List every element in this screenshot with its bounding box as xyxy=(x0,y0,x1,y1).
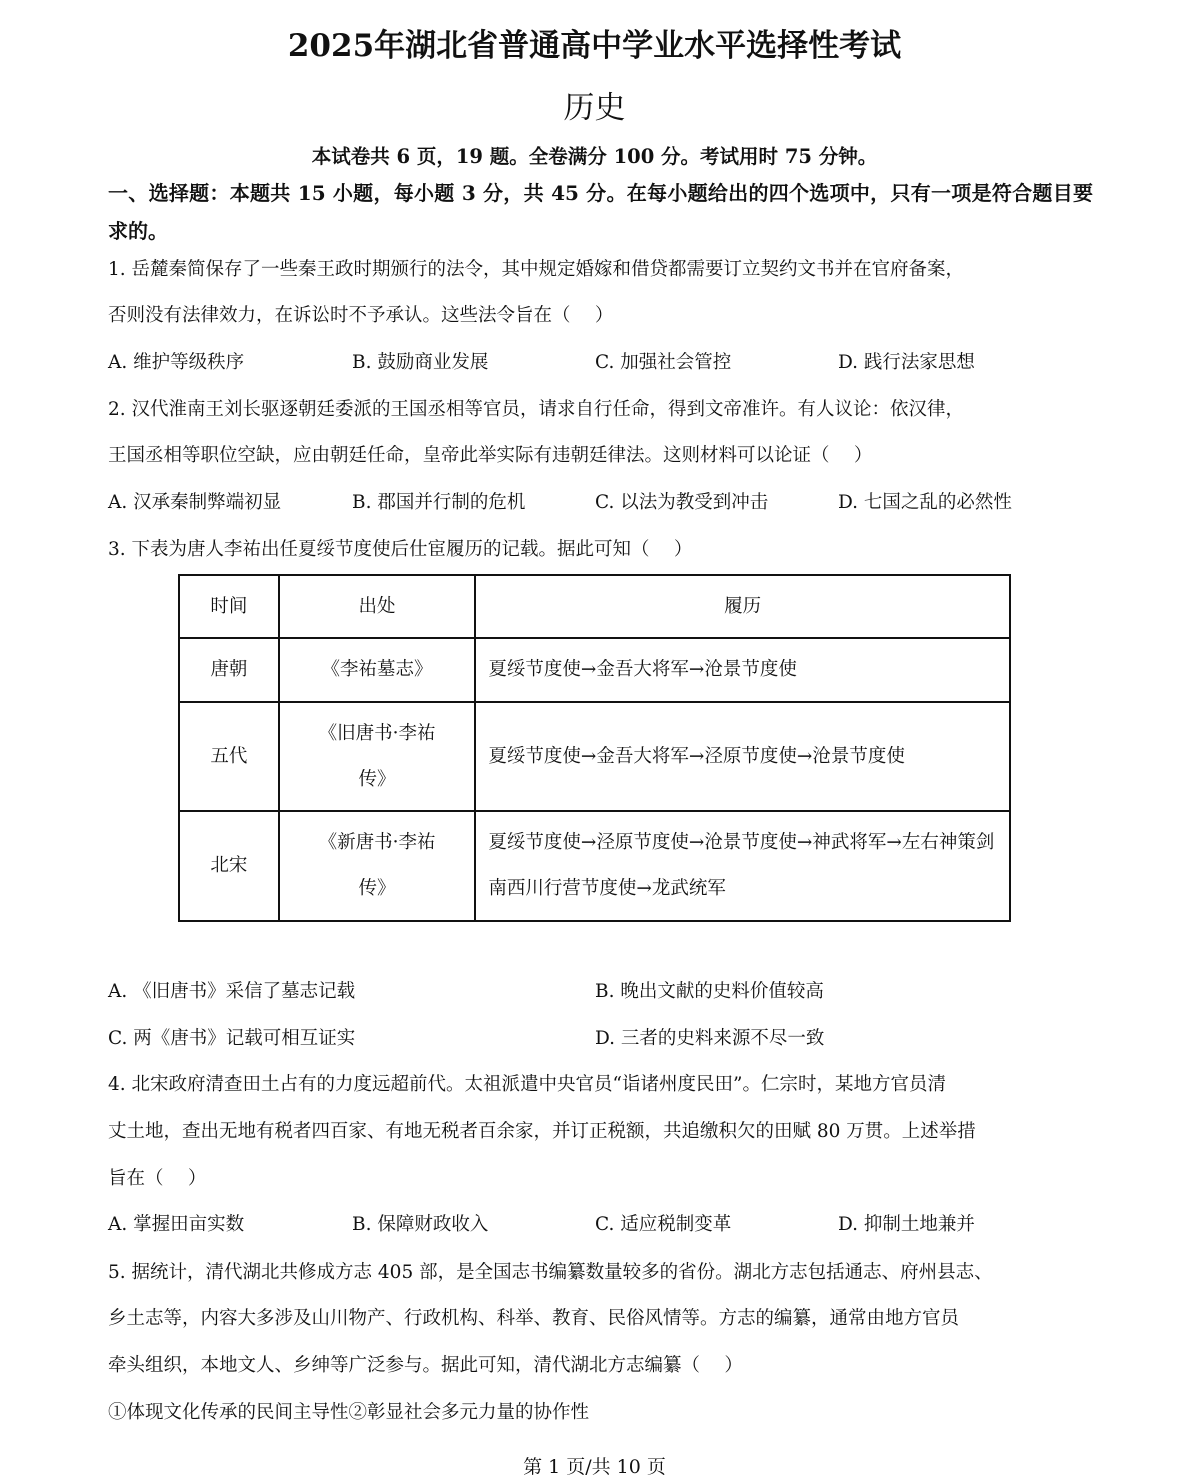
table-cell-source: 《李祐墓志》 xyxy=(279,638,476,702)
table-row xyxy=(179,702,1010,811)
exam-title: 2025年湖北省普通高中学业水平选择性考试 xyxy=(287,28,902,64)
option-a[interactable]: A. 维护等级秩序 xyxy=(108,352,245,373)
exam-subject: 历史 xyxy=(563,90,626,126)
question-text-line: 乡土志等，内容大多涉及山川物产、行政机构、科举、教育、民俗风情等。方志的编纂，通常由地方官员 xyxy=(108,1308,960,1329)
question-statement-line: ①体现文化传承的民间主导性②彰显社会多元力量的协作性 xyxy=(108,1402,590,1423)
option-b[interactable]: B. 鼓励商业发展 xyxy=(352,352,489,373)
question-text-line: 1. 岳麓秦简保存了一些秦王政时期颁行的法令，其中规定婚嫁和借贷都需要订立契约文书并在官府备案， xyxy=(108,259,965,280)
source-line: 《新唐书·李祐 xyxy=(318,832,436,853)
table-header-row xyxy=(179,575,1010,638)
question-text-line: 丈土地，查出无地有税者四百家、有地无税者百余家，并订正税额，共追缴积欠的田赋 80 万贯。上述举措 xyxy=(108,1121,976,1142)
option-d[interactable]: D. 抑制土地兼并 xyxy=(838,1214,975,1235)
table-cell-source xyxy=(279,811,476,921)
question-text-line: 2. 汉代淮南王刘长驱逐朝廷委派的王国丞相等官员，请求自行任命，得到文帝准许。有人议论：依汉律， xyxy=(108,399,965,420)
question-text-line: 4. 北宋政府清查田土占有的力度远超前代。太祖派遣中央官员“诣诸州度民田”。仁宗时，某地方官员清 xyxy=(108,1074,946,1095)
table-cell-time: 唐朝 xyxy=(179,638,279,702)
table-header-cell: 时间 xyxy=(179,575,279,638)
option-c[interactable]: C. 适应税制变革 xyxy=(595,1214,732,1235)
table-header-cell: 履历 xyxy=(475,575,1010,638)
option-c[interactable]: C. 两《唐书》记载可相互证实 xyxy=(108,1028,356,1049)
option-a[interactable]: A. 《旧唐书》采信了墓志记载 xyxy=(108,981,356,1002)
option-c[interactable]: C. 加强社会管控 xyxy=(595,352,732,373)
option-b[interactable]: B. 晚出文献的史料价值较高 xyxy=(595,981,824,1002)
option-d[interactable]: D. 三者的史料来源不尽一致 xyxy=(595,1028,825,1049)
question-text-line: 王国丞相等职位空缺，应由朝廷任命，皇帝此举实际有违朝廷律法。这则材料可以论证（ ） xyxy=(108,445,873,466)
question-text-line: 3. 下表为唐人李祐出任夏绥节度使后仕宦履历的记载。据此可知（ ） xyxy=(108,539,693,560)
option-b[interactable]: B. 保障财政收入 xyxy=(352,1214,489,1235)
source-line: 传》 xyxy=(358,768,396,790)
table-cell-time: 五代 xyxy=(179,702,279,811)
section-heading: 一、选择题：本题共 15 小题，每小题 3 分，共 45 分。在每小题给出的四个选项中，只有一项是符合题目要求的。 xyxy=(108,181,1093,243)
source-line: 传》 xyxy=(358,878,396,899)
table-row xyxy=(179,811,1010,921)
page-number: 第 1 页/共 10 页 xyxy=(523,1456,666,1478)
table-cell-source xyxy=(279,702,476,811)
source-line: 《旧唐书·李祐 xyxy=(318,722,436,744)
option-b[interactable]: B. 郡国并行制的危机 xyxy=(352,492,526,513)
option-d[interactable]: D. 七国之乱的必然性 xyxy=(838,492,1012,513)
option-a[interactable]: A. 汉承秦制弊端初显 xyxy=(108,492,282,513)
question-text-line: 牵头组织，本地文人、乡绅等广泛参与。据此可知，清代湖北方志编纂（ ） xyxy=(108,1355,743,1376)
option-c[interactable]: C. 以法为教受到冲击 xyxy=(595,492,769,513)
career-table xyxy=(178,574,1011,922)
table-cell-career: 夏绥节度使→金吾大将军→泾原节度使→沧景节度使 xyxy=(475,702,1010,811)
table-header-cell: 出处 xyxy=(279,575,476,638)
table-cell-career: 夏绥节度使→金吾大将军→沧景节度使 xyxy=(475,638,1010,702)
table-cell-time: 北宋 xyxy=(179,811,279,921)
table-cell-career: 夏绥节度使→泾原节度使→沧景节度使→神武将军→左右神策剑南西川行营节度使→龙武统军 xyxy=(475,811,1010,921)
question-text-line: 否则没有法律效力，在诉讼时不予承认。这些法令旨在（ ） xyxy=(108,305,614,326)
option-d[interactable]: D. 践行法家思想 xyxy=(838,352,975,373)
table-row xyxy=(179,638,1010,702)
option-a[interactable]: A. 掌握田亩实数 xyxy=(108,1214,245,1235)
question-text-line: 旨在（ ） xyxy=(108,1168,207,1189)
exam-info: 本试卷共 6 页，19 题。全卷满分 100 分。考试用时 75 分钟。 xyxy=(311,145,878,168)
question-text-line: 5. 据统计，清代湖北共修成方志 405 部，是全国志书编纂数量较多的省份。湖北方志包括通志、府州县志、 xyxy=(108,1262,993,1283)
